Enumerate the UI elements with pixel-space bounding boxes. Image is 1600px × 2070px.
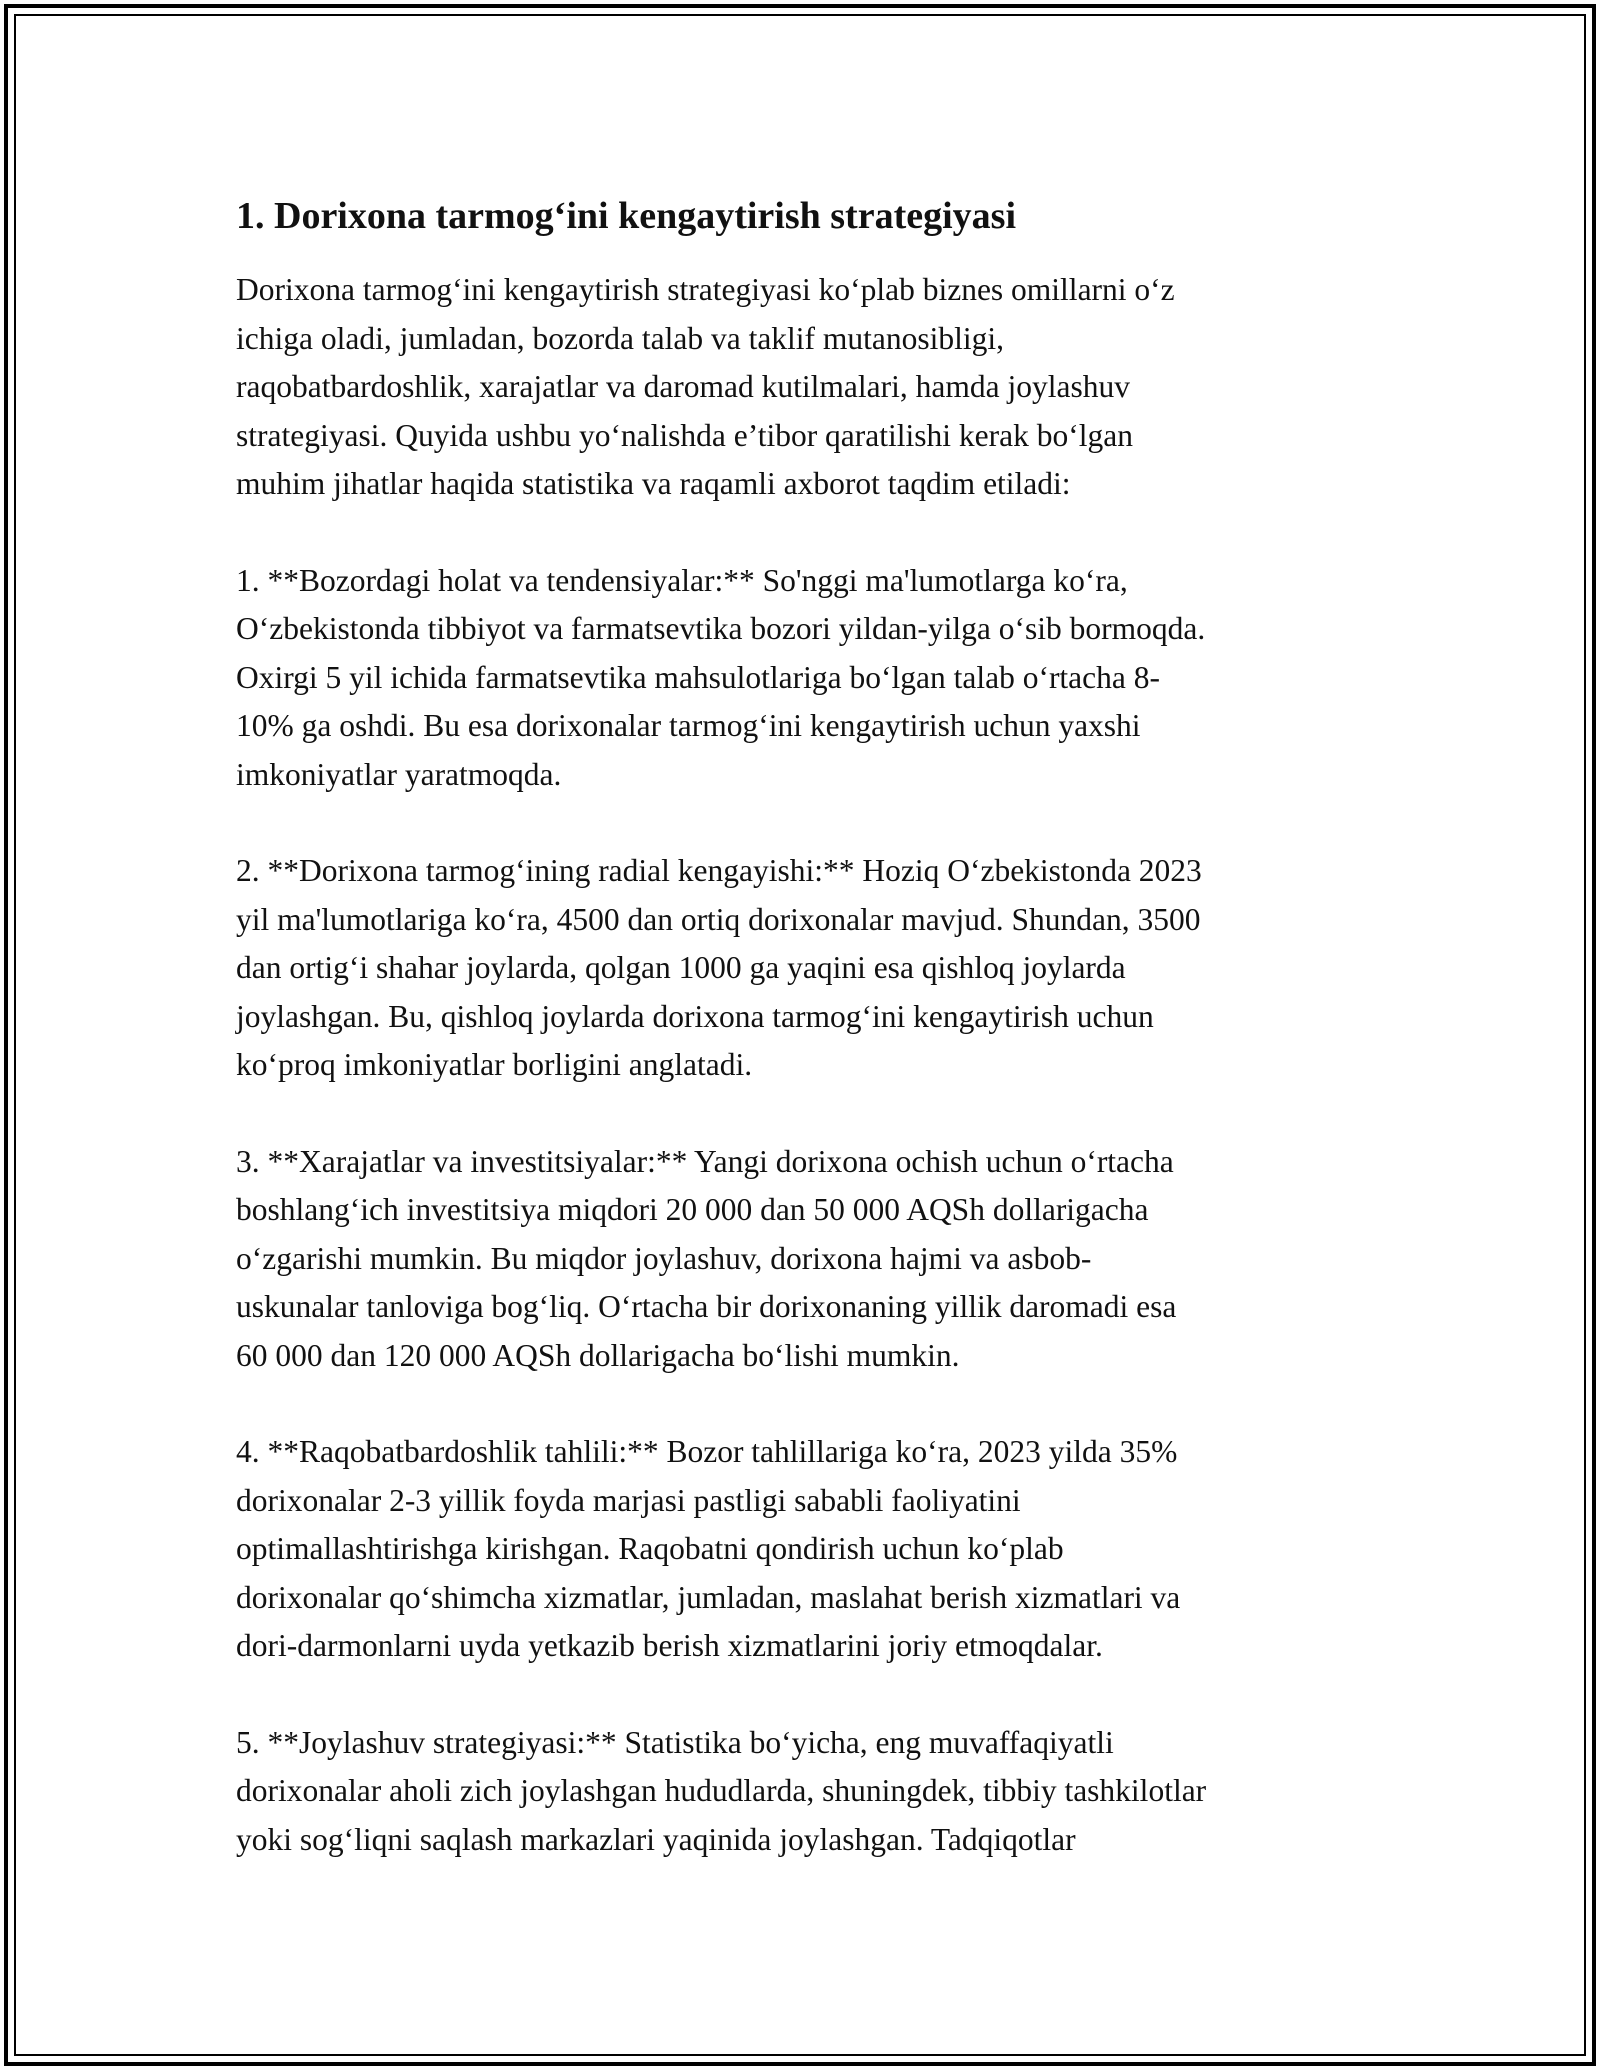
paragraph-location-strategy: 5. **Joylashuv strategiyasi:** Statistika bo‘yicha, eng muvaffaqiyatli dorixonalar aholi zich joylashgan hududlarda, shuningdek, tibbiy tashkilotlar yoki sog‘liqni saqlash markazlari yaqinida joylashgan. Tadqiqotlar	[236, 1724, 1207, 1857]
paragraph-competitiveness: 4. **Raqobatbardoshlik tahlili:** Bozor tahlillariga ko‘ra, 2023 yilda 35% dorixonalar 2-3 yillik foyda marjasi pastligi sababli faoliyatini optimallashtirishga kirishgan. Raqobatni qondirish uchun ko‘plab dorixonalar qo‘shimcha xizmatlar, jumladan, maslahat berish xizmatlari va dori-darmonlarni uyda yetkazib berish xizmatlarini joriy etmoqdalar.	[236, 1434, 1181, 1663]
paragraph-market-trends: 1. **Bozordagi holat va tendensiyalar:** So'nggi ma'lumotlarga ko‘ra, O‘zbekistonda tibbiyot va farmatsevtika bozori yildan-yilga o‘sib bormoqda. Oxirgi 5 yil ichida farmatsevtika mahsulotlariga bo‘lgan talab o‘rtacha 8- 10% ga oshdi. Bu esa dorixonalar tarmog‘ini kengaytirish uchun yaxshi imkoniyatlar yaratmoqda.	[236, 562, 1206, 792]
document-body	[236, 188, 1376, 1912]
document-title: 1. Dorixona tarmog‘ini kengaytirish strategiyasi	[236, 195, 1017, 237]
paragraph-intro: Dorixona tarmog‘ini kengaytirish strategiyasi ko‘plab biznes omillarni o‘z ichiga oladi, jumladan, bozorda talab va taklif mutanosibligi, raqobatbardoshlik, xarajatlar va daromad kutilmalari, hamda joylashuv strategiyasi. Quyida ushbu yo‘nalishda e’tibor qaratilishi kerak bo‘lgan muhim jihatlar haqida statistika va raqamli axborot taqdim etiladi:	[236, 272, 1175, 501]
paragraph-radial-expansion: 2. **Dorixona tarmog‘ining radial kengayishi:** Hoziq O‘zbekistonda 2023 yil ma'lumotlariga ko‘ra, 4500 dan ortiq dorixonalar mavjud. Shundan, 3500 dan ortig‘i shahar joylarda, qolgan 1000 ga yaqini esa qishloq joylarda joylashgan. Bu, qishloq joylarda dorixona tarmog‘ini kengaytirish uchun ko‘proq imkoniyatlar borligini anglatadi.	[236, 853, 1202, 1082]
paragraph-costs-investments: 3. **Xarajatlar va investitsiyalar:** Yangi dorixona ochish uchun o‘rtacha boshlang‘ich investitsiya miqdori 20 000 dan 50 000 AQSh dollarigacha o‘zgarishi mumkin. Bu miqdor joylashuv, dorixona hajmi va asbob- uskunalar tanloviga bog‘liq. O‘rtacha bir dorixonaning yillik daromadi esa 60 000 dan 120 000 AQSh dollarigacha bo‘lishi mumkin.	[236, 1143, 1177, 1373]
